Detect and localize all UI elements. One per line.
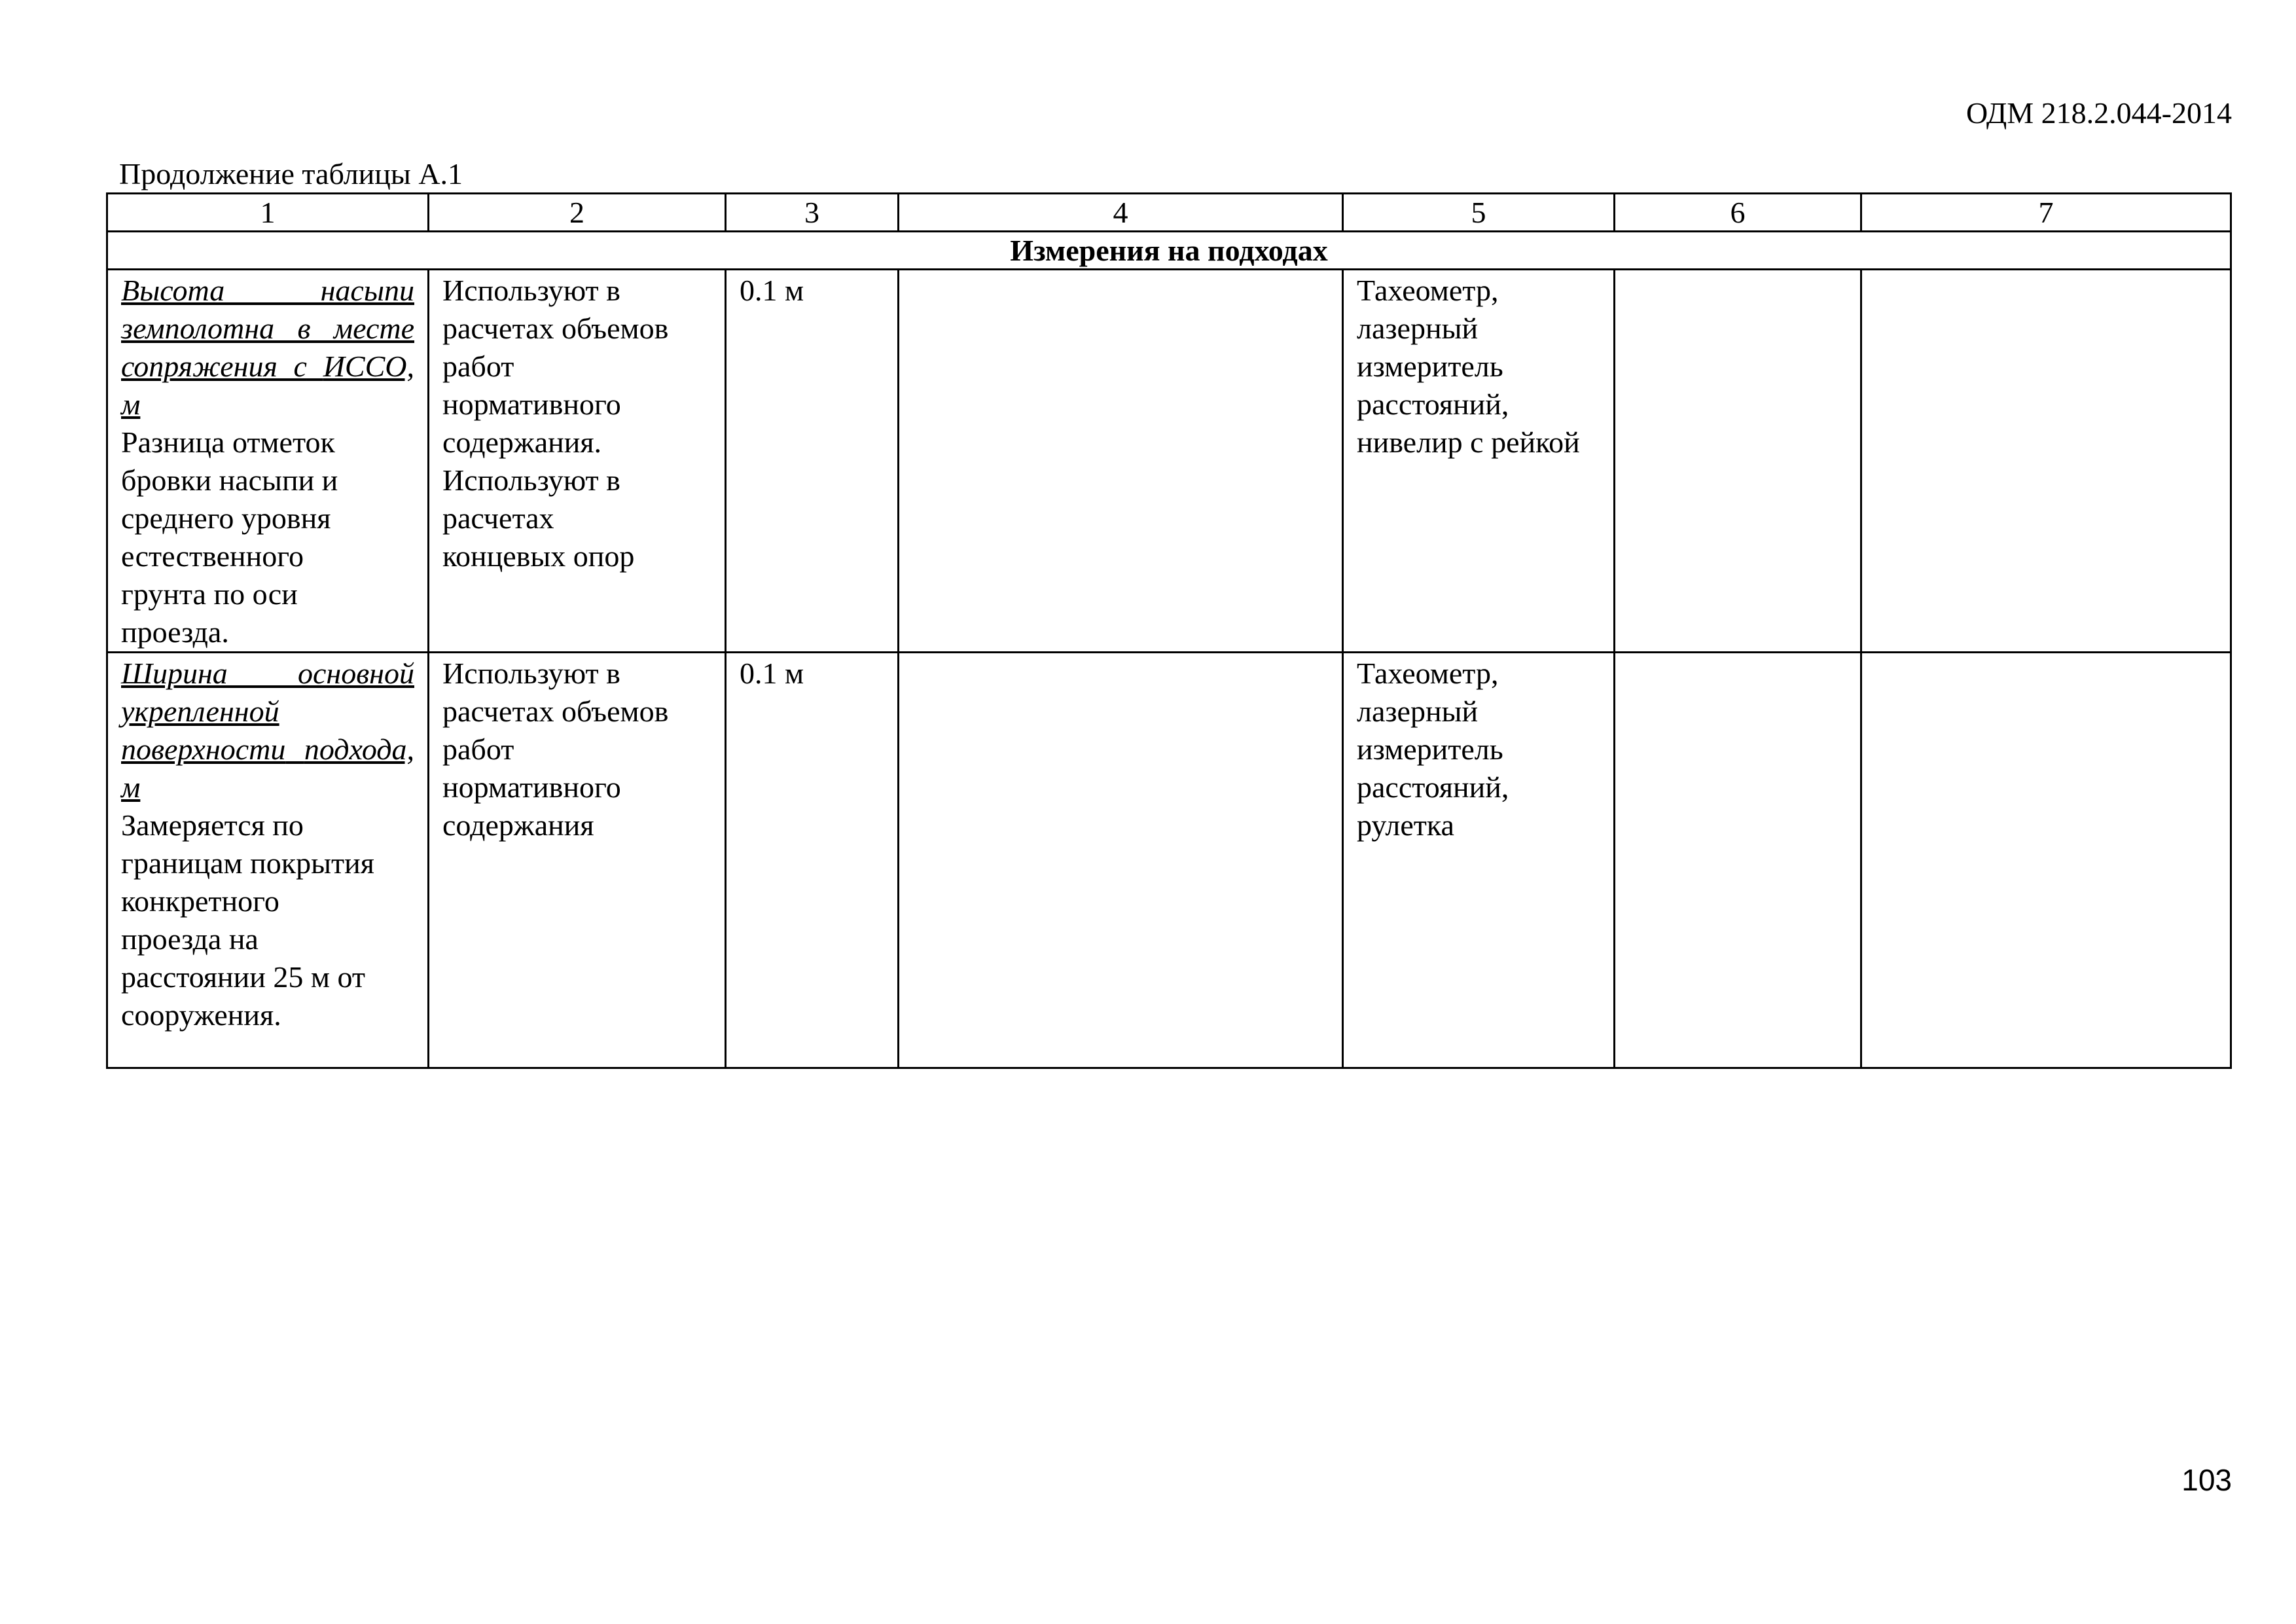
empty-cell	[1861, 270, 2231, 653]
section-title: Измерения на подходах	[107, 232, 2231, 270]
section-row	[107, 232, 2231, 270]
parameter-cell	[107, 653, 429, 1068]
accuracy-cell: 0.1 м	[726, 270, 899, 653]
page-number: 103	[2181, 1463, 2232, 1497]
parameter-description: Разница отметок бровки насыпи и среднего уровня естественного грунта по оси проезда.	[121, 425, 338, 649]
empty-cell	[1861, 653, 2231, 1068]
instrument-cell: Тахеометр, лазерный измеритель расстояний, нивелир с рейкой	[1343, 270, 1615, 653]
parameter-title: Ширина основной укрепленной поверхности подхода, м	[121, 657, 414, 804]
document-code: ОДМ 218.2.044-2014	[1965, 96, 2232, 130]
table-row	[107, 270, 2231, 653]
column-number: 6	[1615, 194, 1861, 232]
column-number: 7	[1861, 194, 2231, 232]
table-caption: Продолжение таблицы А.1	[119, 157, 463, 190]
parameter-cell	[107, 270, 429, 653]
instrument-cell: Тахеометр, лазерный измеритель расстояний, рулетка	[1343, 653, 1615, 1068]
column-number-row	[107, 194, 2231, 232]
table-row	[107, 653, 2231, 1068]
empty-cell	[899, 270, 1343, 653]
accuracy-cell: 0.1 м	[726, 653, 899, 1068]
column-number: 3	[726, 194, 899, 232]
parameter-description: Замеряется по границам покрытия конкретного проезда на расстоянии 25 м от сооружения.	[121, 808, 374, 1032]
parameter-title: Высота насыпи земполотна в месте сопряжения с ИССО, м	[121, 274, 414, 421]
usage-cell: Используют в расчетах объемов работ нормативного содержания	[429, 653, 726, 1068]
usage-cell: Используют в расчетах объемов работ нормативного содержания. Используют в расчетах концевых опор	[429, 270, 726, 653]
measurement-table	[106, 192, 2232, 1069]
column-number: 4	[899, 194, 1343, 232]
column-number: 5	[1343, 194, 1615, 232]
column-number: 2	[429, 194, 726, 232]
empty-cell	[1615, 270, 1861, 653]
empty-cell	[1615, 653, 1861, 1068]
empty-cell	[899, 653, 1343, 1068]
column-number: 1	[107, 194, 429, 232]
